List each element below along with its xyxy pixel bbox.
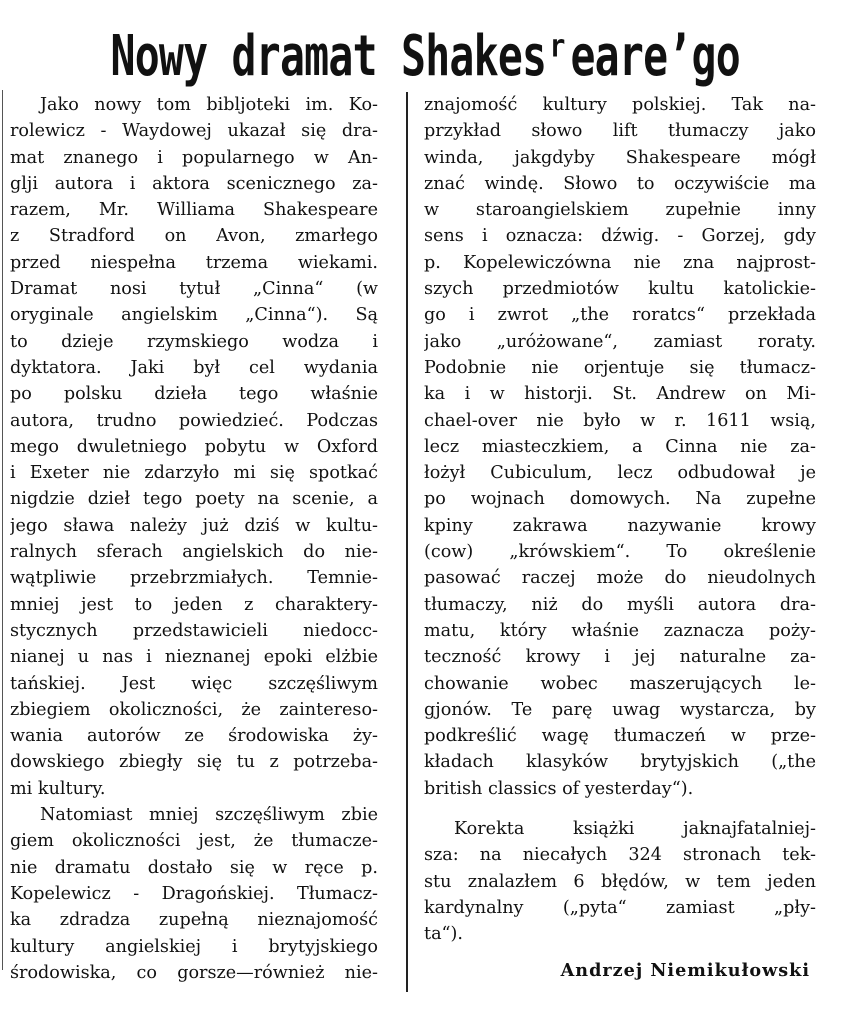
author-signature: Andrzej Niemikułowski — [560, 959, 810, 981]
text-line: po wojnach domowych. Na zupełne — [424, 489, 816, 510]
text-line: rolewicz - Waydowej ukazał się dra- — [10, 121, 378, 142]
text-line: kardynalny („pyta“ zamiast „pły- — [424, 897, 816, 918]
text-line: lecz miasteczkiem, a Cinna nie za- — [424, 436, 816, 457]
text-line: oryginale angielskim „Cinna“). Są — [10, 305, 378, 326]
text-line: tłumaczy, niż do myśli autora dra- — [424, 594, 816, 615]
text-line: podkreślić wagę tłumaczeń w prze- — [424, 726, 816, 747]
text-line: tańskiej. Jest więc szczęśliwym — [10, 673, 378, 694]
text-line: sza: na niecałych 324 stronach tek- — [424, 845, 816, 866]
text-line: chael-over nie było w r. 1611 wsią, — [424, 410, 816, 431]
text-line: ta“). — [424, 924, 464, 945]
text-line: kultury angielskiej i brytyjskiego — [10, 936, 378, 957]
text-line: (cow) „krówskiem“. To określenie — [424, 542, 816, 563]
text-line: wątpliwie przebrzmiałych. Temnie- — [10, 568, 378, 589]
text-line: łożył Cubiculum, lecz odbudował je — [424, 463, 816, 484]
text-line: gjonów. Te parę uwag wystarcza, by — [424, 699, 816, 720]
text-line: nie dramatu dostało się w ręce p. — [10, 857, 378, 878]
text-line: nigdzie dzieł tego poety na scenie, a — [10, 489, 378, 510]
text-line: środowiska, co gorsze—również nie- — [10, 962, 378, 983]
text-line: chowanie wobec maszerujących le- — [424, 673, 816, 694]
text-line: stu znalazłem 6 błędów, w tem jeden — [424, 871, 816, 892]
text-line: Kopelewicz - Dragońskiej. Tłumacz- — [10, 883, 378, 904]
text-line: po polsku dzieła tego właśnie — [10, 384, 378, 405]
text-line: znajomość kultury polskiej. Tak na- — [424, 95, 816, 115]
text-line: kładach klasyków brytyjskich („the — [424, 752, 816, 773]
text-line: sens i oznacza: dźwig. - Gorzej, gdy — [424, 226, 816, 247]
text-line: mego dwuletniego pobytu w Oxford — [10, 436, 378, 457]
text-line: zbiegiem okoliczności, że zaintereso- — [10, 699, 378, 720]
article-title: Nowy dramat Shakesʳeare’go — [110, 24, 740, 89]
text-line: nianej u nas i nieznanej epoki elżbie — [10, 647, 378, 668]
text-line: ka zdradza zupełną nieznajomość — [10, 910, 378, 931]
text-line: w staroangielskiem zupełnie inny — [424, 200, 816, 221]
text-line: jego sława należy już dziś w kultu- — [10, 515, 378, 536]
text-line: mi kultury. — [10, 778, 106, 799]
text-line: Natomiast mniej szczęśliwym zbie — [40, 805, 378, 826]
text-line: ka i w historji. St. Andrew on Mi- — [424, 384, 816, 405]
text-line: Podobnie nie orjentuje się tłumacz- — [424, 357, 816, 378]
text-line: jako „uróżowane“, zamiast roraty. — [424, 331, 816, 352]
text-line: autora, trudno powiedzieć. Podczas — [10, 410, 378, 431]
text-line: ralnych sferach angielskich do nie- — [10, 542, 378, 563]
text-line: go i zwrot „the roratcs“ przekłada — [424, 305, 816, 326]
text-line: dowskiego zbiegły się tu z potrzeba- — [10, 752, 378, 773]
paragraph-gap — [424, 802, 816, 816]
text-line: stycznych przedstawicieli niedocc- — [10, 620, 378, 641]
text-line: Dramat nosi tytuł „Cinna“ (w — [10, 279, 378, 300]
text-line: mat znanego i popularnego w An- — [10, 147, 378, 168]
text-line: pasować raczej może do nieudolnych — [424, 568, 816, 589]
text-line: matu, który właśnie zaznacza poży- — [424, 620, 816, 641]
text-line: wania autorów ze środowiska ży- — [10, 726, 378, 747]
text-line: british classics of yesterday“). — [424, 778, 694, 799]
text-line: dyktatora. Jaki był cel wydania — [10, 357, 378, 378]
text-line: szych przedmiotów kultu katolickie- — [424, 279, 816, 300]
text-line: i Exeter nie zdarzyło mi się spotkać — [10, 463, 378, 484]
right-column — [424, 92, 816, 984]
text-line: winda, jakgdyby Shakespeare mógł — [424, 147, 816, 168]
text-line: mniej jest to jeden z charaktery- — [10, 594, 378, 615]
text-line: przed niespełna trzema wiekami. — [10, 252, 378, 273]
text-line: p. Kopelewiczówna nie zna najprost- — [424, 252, 816, 273]
left-margin-rule — [2, 90, 3, 970]
text-line: kpiny zakrawa nazywanie krowy — [424, 515, 816, 536]
left-column — [10, 92, 378, 986]
text-line: Jako nowy tom bibljoteki im. Ko- — [40, 95, 378, 115]
text-line: przykład słowo lift tłumaczy jako — [424, 121, 816, 142]
column-divider — [406, 92, 408, 992]
text-line: Korekta książki jaknajfatalniej- — [454, 819, 816, 840]
text-line: glji autora i aktora scenicznego za- — [10, 173, 378, 194]
text-line: razem, Mr. Williama Shakespeare — [10, 200, 378, 221]
text-line: z Stradford on Avon, zmarłego — [10, 226, 378, 247]
text-line: teczność krowy i jej naturalne za- — [424, 647, 816, 668]
text-line: znać windę. Słowo to oczywiście ma — [424, 173, 816, 194]
text-line: to dzieje rzymskiego wodza i — [10, 331, 378, 352]
text-line: giem okoliczności jest, że tłumacze- — [10, 831, 378, 852]
